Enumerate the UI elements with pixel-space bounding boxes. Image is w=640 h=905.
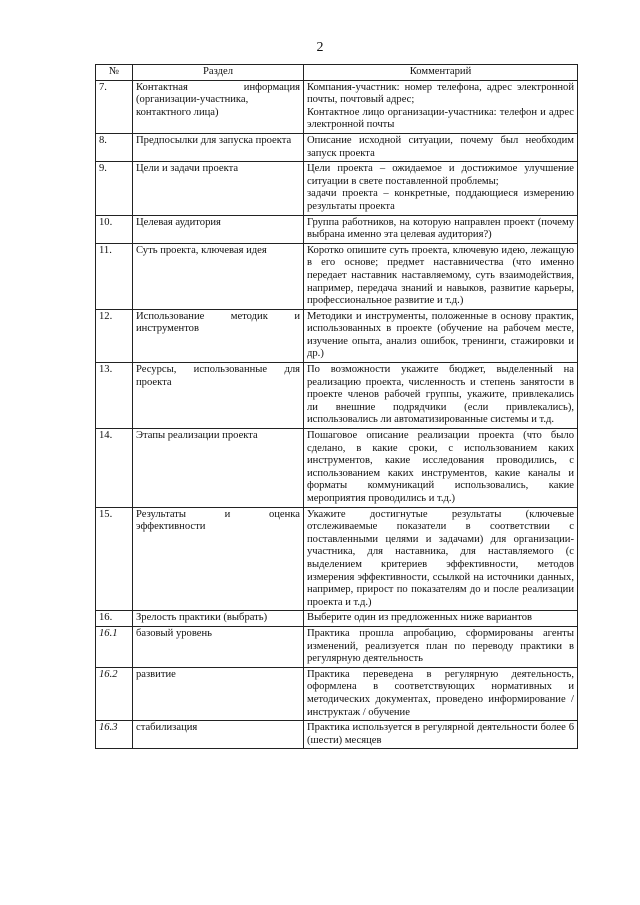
row-number: 8. xyxy=(96,133,133,161)
row-number: 7. xyxy=(96,80,133,133)
comment-paragraph: Укажите достигнутые результаты (ключевые отслеживаемые показатели в соответствии с поставленными целями и задачами) для организации-участника, для наставника, для наставляемого (с выделением критериев эффективности, методов измерения эффективности, ссылкой на источники данных, например, прирост по показателям до и после реализации проекта и т.д.) xyxy=(307,508,574,608)
row-number: 14. xyxy=(96,429,133,508)
page-number: 2 xyxy=(316,40,324,55)
form-table xyxy=(95,64,578,749)
comment-paragraph: Практика переведена в регулярную деятельность, оформлена в соответствующих нормативных и методических документах, проведено информирование / инструктаж / обучение xyxy=(307,668,574,718)
row-comment xyxy=(304,243,578,309)
row-comment xyxy=(304,309,578,362)
row-number: 15. xyxy=(96,507,133,611)
comment-paragraph: Пошаговое описание реализации проекта (что было сделано, в какие сроки, с использованием каких инструментов, какие исследования проводились, с использованием каких инструментов, какие каналы и форматы коммуникаций использовались, какие мероприятия проводились и т.д.) xyxy=(307,430,574,504)
table-row xyxy=(96,667,578,720)
row-section: Результаты и оценка эффективности xyxy=(133,507,304,611)
row-section: базовый уровень xyxy=(133,626,304,667)
row-comment xyxy=(304,215,578,243)
table-row xyxy=(96,243,578,309)
row-section: Зрелость практики (выбрать) xyxy=(133,611,304,627)
row-section: Контактная информация (организации-участника, контактного лица) xyxy=(133,80,304,133)
comment-paragraph: Практика прошла апробацию, сформированы агенты изменений, реализуется план по переводу практики в регулярную деятельность xyxy=(307,627,574,665)
row-comment xyxy=(304,626,578,667)
row-comment xyxy=(304,429,578,508)
row-section: стабилизация xyxy=(133,721,304,749)
row-comment xyxy=(304,507,578,611)
header-comment: Комментарий xyxy=(304,65,578,81)
row-section: Суть проекта, ключевая идея xyxy=(133,243,304,309)
comment-paragraph: Контактное лицо организации-участника: телефон и адрес электронной почты xyxy=(307,106,574,131)
header-number: № xyxy=(96,65,133,81)
row-number: 16.1 xyxy=(96,626,133,667)
row-section: Этапы реализации проекта xyxy=(133,429,304,508)
table-header-row xyxy=(96,65,578,81)
header-section: Раздел xyxy=(133,65,304,81)
row-section: Целевая аудитория xyxy=(133,215,304,243)
table-row xyxy=(96,507,578,611)
table-row xyxy=(96,611,578,627)
table-row xyxy=(96,133,578,161)
comment-paragraph: По возможности укажите бюджет, выделенный на реализацию проекта, численность и степень занятости в проекте членов рабочей группы, укажите, привлекались ли внешние подрядчики (если привлекались), использовались ли автоматизированные системы и т.д. xyxy=(307,364,574,426)
table-row xyxy=(96,80,578,133)
row-comment xyxy=(304,667,578,720)
comment-paragraph: Практика используется в регулярной деятельности более 6 (шести) месяцев xyxy=(307,722,574,746)
table-row xyxy=(96,721,578,749)
table-row xyxy=(96,626,578,667)
table-row xyxy=(96,215,578,243)
row-comment xyxy=(304,162,578,215)
row-number: 11. xyxy=(96,243,133,309)
row-section: Ресурсы, использованные для проекта xyxy=(133,363,304,429)
comment-paragraph: Методики и инструменты, положенные в основу практик, использованных в проекте (обучение на рабочем месте, изучение опыта, анализ ошибок, тренинги, стажировки и др.) xyxy=(307,310,574,360)
row-comment xyxy=(304,133,578,161)
table-row xyxy=(96,162,578,215)
row-section: Цели и задачи проекта xyxy=(133,162,304,215)
row-number: 13. xyxy=(96,363,133,429)
row-section: Предпосылки для запуска проекта xyxy=(133,133,304,161)
row-number: 16.2 xyxy=(96,667,133,720)
row-section: Использование методик и инструментов xyxy=(133,309,304,362)
row-comment xyxy=(304,721,578,749)
row-number: 12. xyxy=(96,309,133,362)
comment-paragraph: Компания-участник: номер телефона, адрес электронной почты, почтовый адрес; xyxy=(307,81,574,106)
table-row xyxy=(96,429,578,508)
comment-paragraph: Коротко опишите суть проекта, ключевую идею, лежащую в его основе; предмет наставничества (что именно передает наставник наставляемому, суть взаимодействия, например, передача знаний и навыков, развитие карьеры, профессиональное развитие и т.д.) xyxy=(307,244,574,307)
table-row xyxy=(96,363,578,429)
row-number: 9. xyxy=(96,162,133,215)
row-comment xyxy=(304,363,578,429)
comment-paragraph: Выберите один из предложенных ниже вариантов xyxy=(307,612,533,624)
table-row xyxy=(96,309,578,362)
row-section: развитие xyxy=(133,667,304,720)
row-comment xyxy=(304,611,578,627)
row-number: 16.3 xyxy=(96,721,133,749)
row-number: 10. xyxy=(96,215,133,243)
comment-paragraph: задачи проекта – конкретные, поддающиеся измерению результаты проекта xyxy=(307,188,574,212)
comment-paragraph: Описание исходной ситуации, почему был необходим запуск проекта xyxy=(307,134,574,159)
comment-paragraph: Группа работников, на которую направлен проект (почему выбрана именно эта целевая аудитория?) xyxy=(307,216,574,241)
row-comment xyxy=(304,80,578,133)
comment-paragraph: Цели проекта – ожидаемое и достижимое улучшение ситуации в свете поставленной проблемы; xyxy=(307,163,574,187)
row-number: 16. xyxy=(96,611,133,627)
